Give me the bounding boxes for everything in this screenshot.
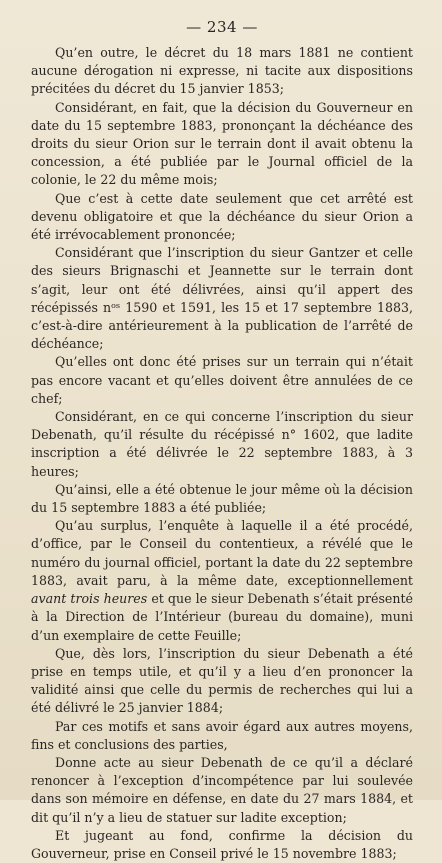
paragraph-9: Que, dès lors, l’inscription du sieur Debenath a été prise en temps utile, et qu’il y a lieu d’en prononcer la validité ainsi que celle du permis de recherches qui lui a été délivré le 25 janvier 1884; [31,645,413,716]
paragraph-8-emphasis: avant trois heures [31,591,148,607]
body-text [31,44,413,863]
paragraph-10: Par ces motifs et sans avoir égard aux autres moyens, fins et conclusions des parties, [31,718,413,752]
paragraph-7: Qu’ainsi, elle a été obtenue le jour même où la décision du 15 septembre 1883 a été publiée; [31,481,413,516]
paragraph-3: Que c’est à cette date seulement que cet arrêté est devenu obligatoire et que la déchéance du sieur Orion a été irrévocablement prononcée; [31,190,413,243]
paragraph-8 [31,517,413,644]
paragraph-5: Qu’elles ont donc été prises sur un terrain qui n’était pas encore vacant et qu’elles doivent être annulées de ce chef; [31,354,413,406]
paragraph-1: Qu’en outre, le décret du 18 mars 1881 ne contient aucune dérogation ni expresse, ni tacite aux dispositions précitées du décret du 15 janvier 1853; [31,45,413,97]
paragraph-8-end: et que le sieur Debenath s’était présenté à la Direction de l’Intérieur (bureau du domaine), muni d’un exemplaire de cette Feuille; [31,591,413,643]
page-number: — 234 — [186,18,258,36]
paragraph-4: Considérant que l’inscription du sieur Gantzer et celle des sieurs Brignaschi et Jeannette sur le terrain dont s’agit, leur ont été délivrées, ainsi qu’il appert des récépissés nᵒˢ 1590 et 1591, les 15 et 17 septembre 1883, c’est-à-dire antérieurement à la publication de l’arrêté de déchéance; [31,245,413,352]
paragraph-12: Et jugeant au fond, confirme la décision du Gouverneur, prise en Conseil privé le 15 novembre 1883; [31,827,413,861]
paragraph-6: Considérant, en ce qui concerne l’inscription du sieur Debenath, qu’il résulte du récépissé n° 1602, que ladite inscription a été délivrée le 22 septembre 1883, à 3 heures; [31,409,413,479]
paragraph-11: Donne acte au sieur Debenath de ce qu’il a déclaré renoncer à l’exception d’incompétence par lui soulevée dans son mémoire en défense, en date du 27 mars 1884, et dit qu’il n’y a lieu de statuer sur ladite exception; [31,754,413,825]
paragraph-2: Considérant, en fait, que la décision du Gouverneur en date du 15 septembre 1883, prononçant la déchéance des droits du sieur Orion sur le terrain dont il avait obtenu la concession, a été publiée par le Journal officiel de la colonie, le 22 du même mois; [31,99,413,188]
paragraph-8-start: Qu’au surplus, l’enquête à laquelle il a été procédé, d’office, par le Conseil du contentieux, a révélé que le numéro du journal officiel, portant la date du 22 septembre 1883, avait paru, à la même date, exceptionnellement [31,518,413,588]
